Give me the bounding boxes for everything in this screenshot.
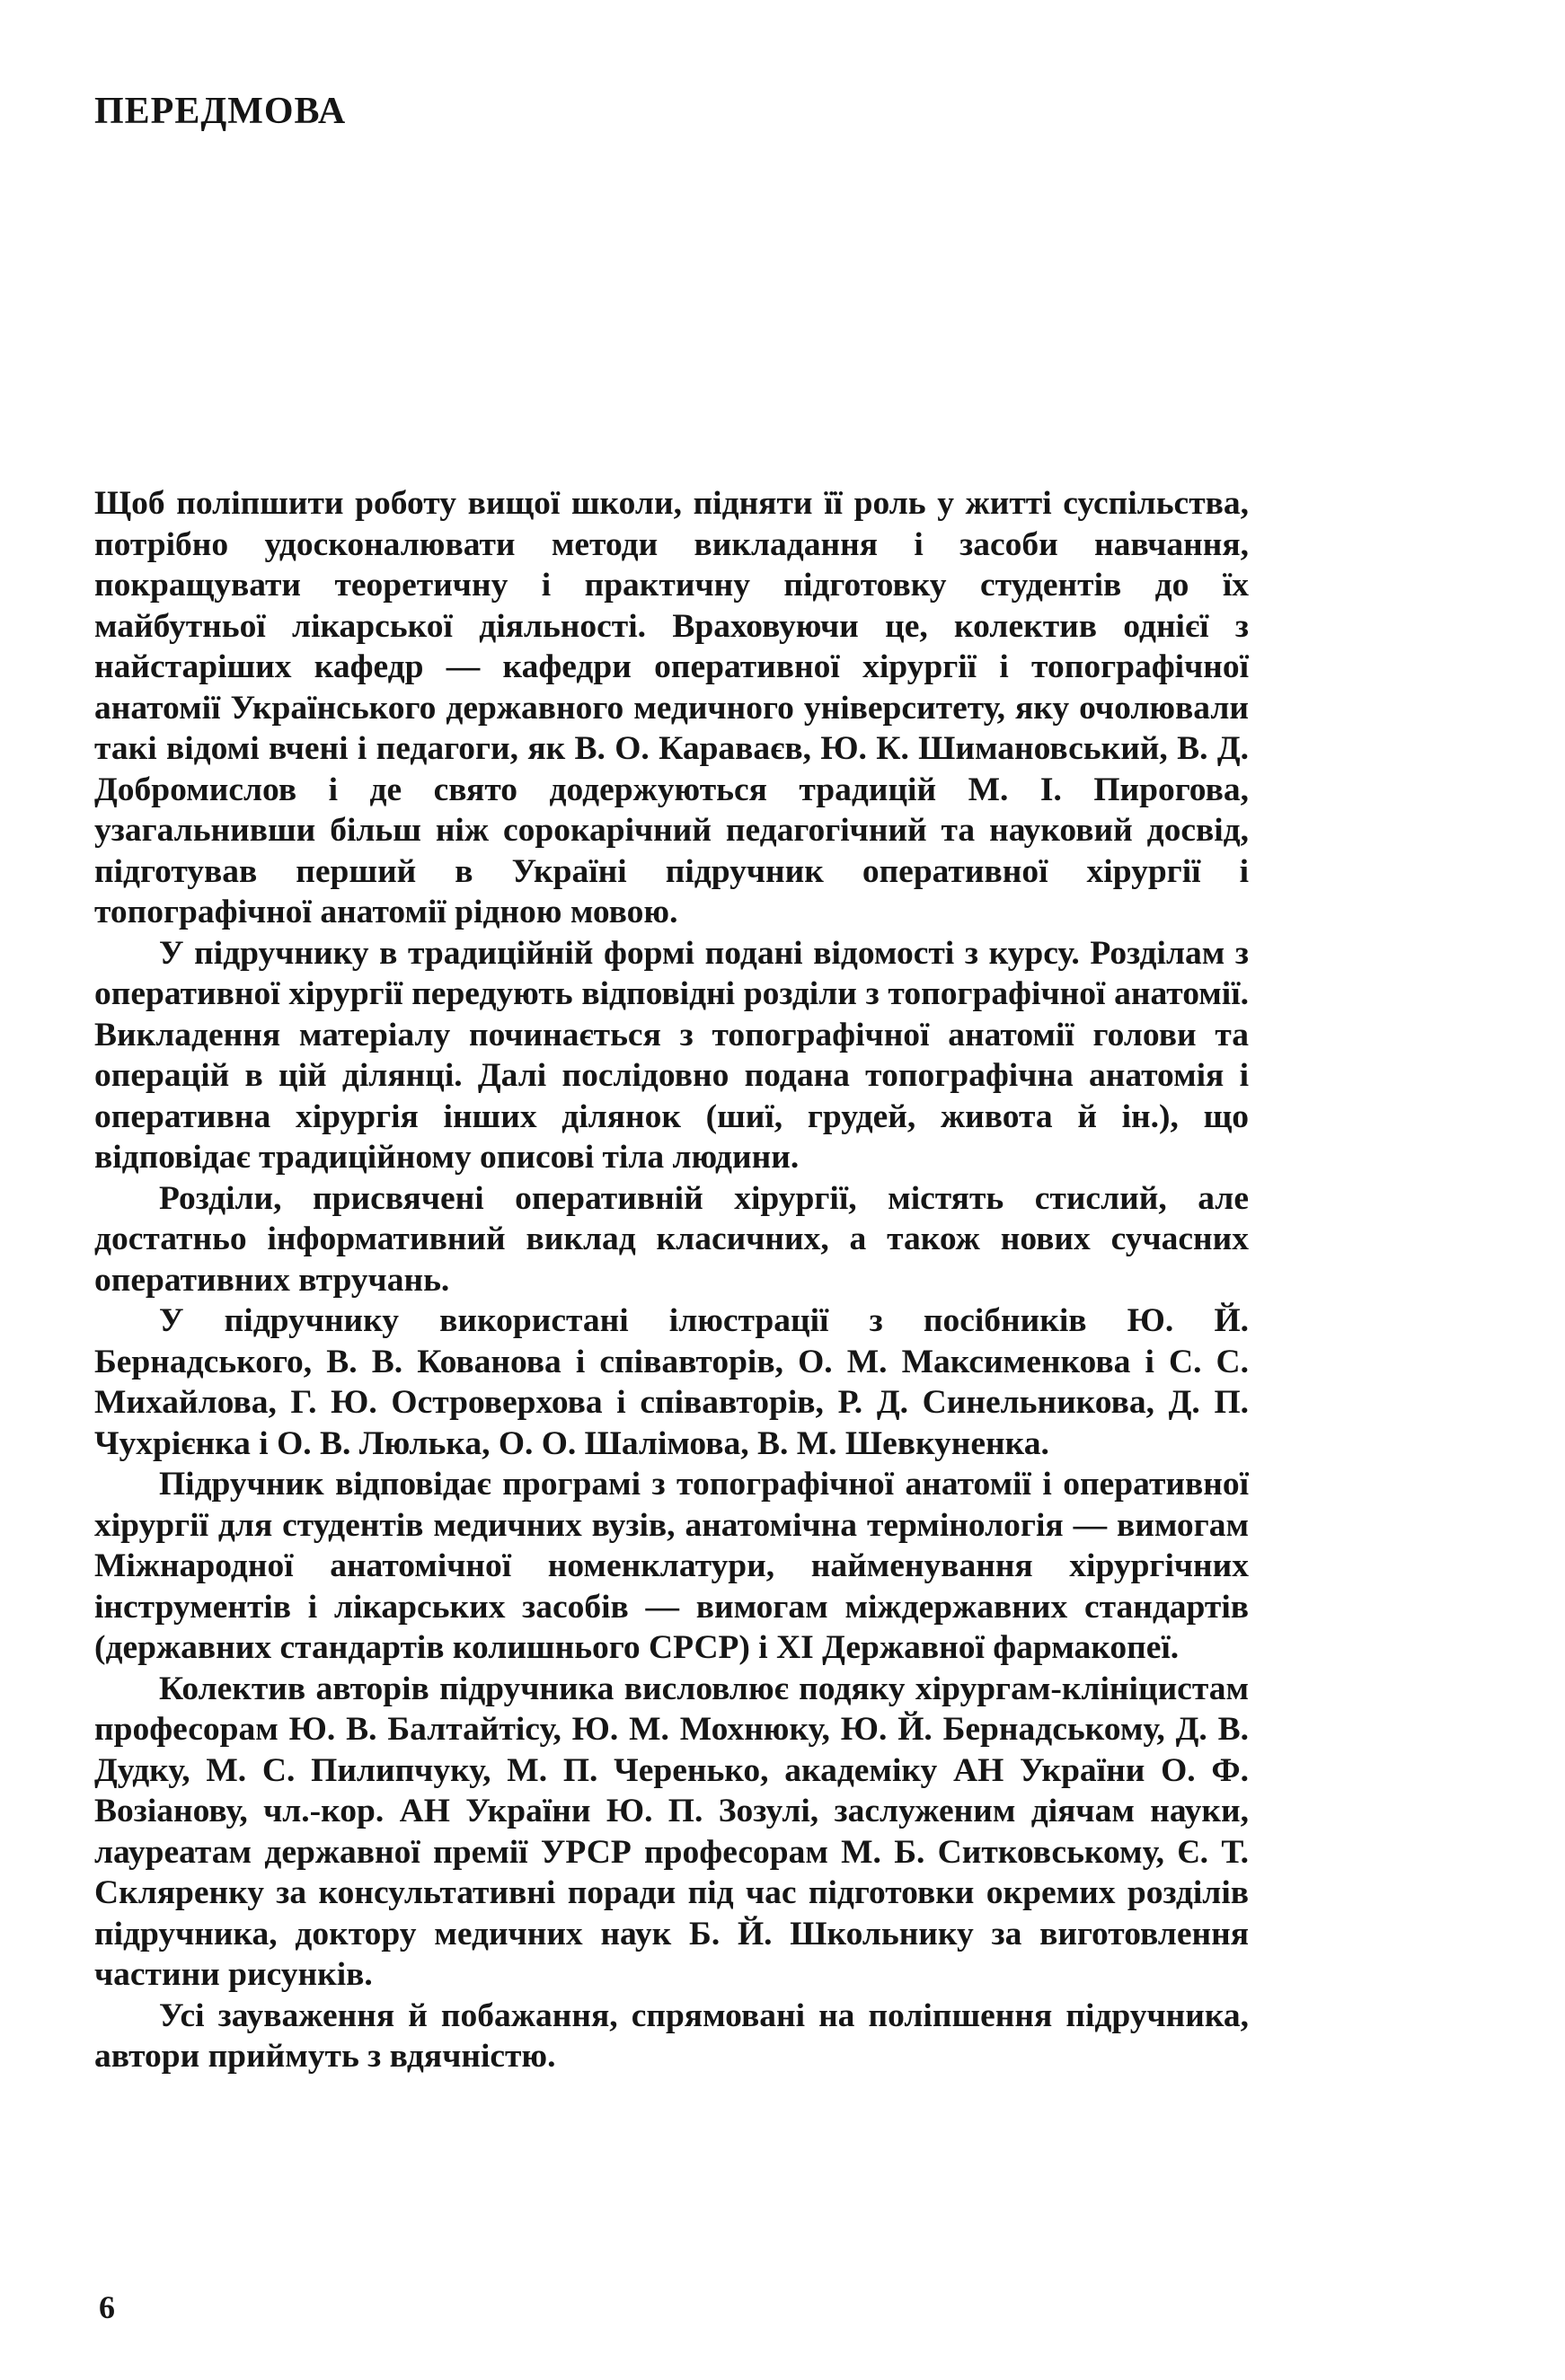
paragraph-structure: У підручнику в традиційній формі подані відомості з курсу. Розділам з оперативної хірургії передують відповідні розділи з топографічної анатомії. Викладення матеріалу починається з топографічної анатомії голови та операцій в цій ділянці. Далі послідовно подана топографічна анатомія і оперативна хірургія інших ділянок (шиї, грудей, живота й ін.), що відповідає традиційному описові тіла людини. <box>94 934 1249 1176</box>
paragraph-illustrations: У підручнику використані ілюстрації з посібників Ю. Й. Бернадського, В. В. Кованова і співавторів, О. М. Максименкова і С. С. Михайлова, Г. Ю. Островерхова і співавторів, Р. Д. Синельникова, Д. П. Чухрієнка і О. В. Люлька, О. О. Шалімова, В. М. Шевкуненка. <box>94 1302 1249 1462</box>
paragraph-surgery-sections: Розділи, присвячені оперативній хірургії, містять стислий, але достатньо інформативний виклад класичних, а також нових сучасних оперативних втручань. <box>94 1179 1249 1299</box>
paragraph-acknowledgements: Колектив авторів підручника висловлює подяку хірургам-клініцистам професорам Ю. В. Балтайтісу, Ю. М. Мохнюку, Ю. Й. Бернадському, Д. В. Дудку, М. С. Пилипчуку, М. П. Черенько, академіку АН України О. Ф. Возіанову, чл.-кор. АН України Ю. П. Зозулі, заслуженим діячам науки, лауреатам державної премії УРСР професорам М. Б. Ситковському, Є. Т. Скляренку за консультативні поради під час підготовки окремих розділів підручника, доктору медичних наук Б. Й. Школьнику за виготовлення частини рисунків. <box>94 1670 1249 1993</box>
paragraph-program: Підручник відповідає програмі з топографічної анатомії і оперативної хірургії для студентів медичних вузів, анатомічна термінологія — вимогам Міжнародної анатомічної номенклатури, найменування хірургічних інструментів і лікарських засобів — вимогам міждержавних стандартів (державних стандартів колишнього СРСР) і XI Державної фармакопеї. <box>94 1466 1249 1666</box>
paragraph-intro: Щоб поліпшити роботу вищої школи, підняти її роль у житті суспільства, потрібно удосконалювати методи викладання і засоби навчання, покращувати теоретичну і практичну підготовку студентів до їх майбутньої лікарської діяльності. Враховуючи це, колектив однієї з найстаріших кафедр — кафедри оперативної хірургії і топографічної анатомії Українського державного медичного університету, яку очолювали такі відомі вчені і педагоги, як В. О. Караваєв, Ю. К. Шимановський, В. Д. Добромислов і де свято додержуються традицій М. І. Пирогова, узагальнивши більш ніж сорокарічний педагогічний та науковий досвід, підготував перший в Україні підручник оперативної хірургії і топографічної анатомії рідною мовою. <box>94 485 1249 930</box>
preface-body <box>94 483 1249 2077</box>
paragraph-closing: Усі зауваження й побажання, спрямовані на поліпшення підручника, автори приймуть з вдячністю. <box>94 1997 1249 2075</box>
page-title: ПЕРЕДМОВА <box>94 91 347 132</box>
page-number: 6 <box>99 2289 115 2325</box>
